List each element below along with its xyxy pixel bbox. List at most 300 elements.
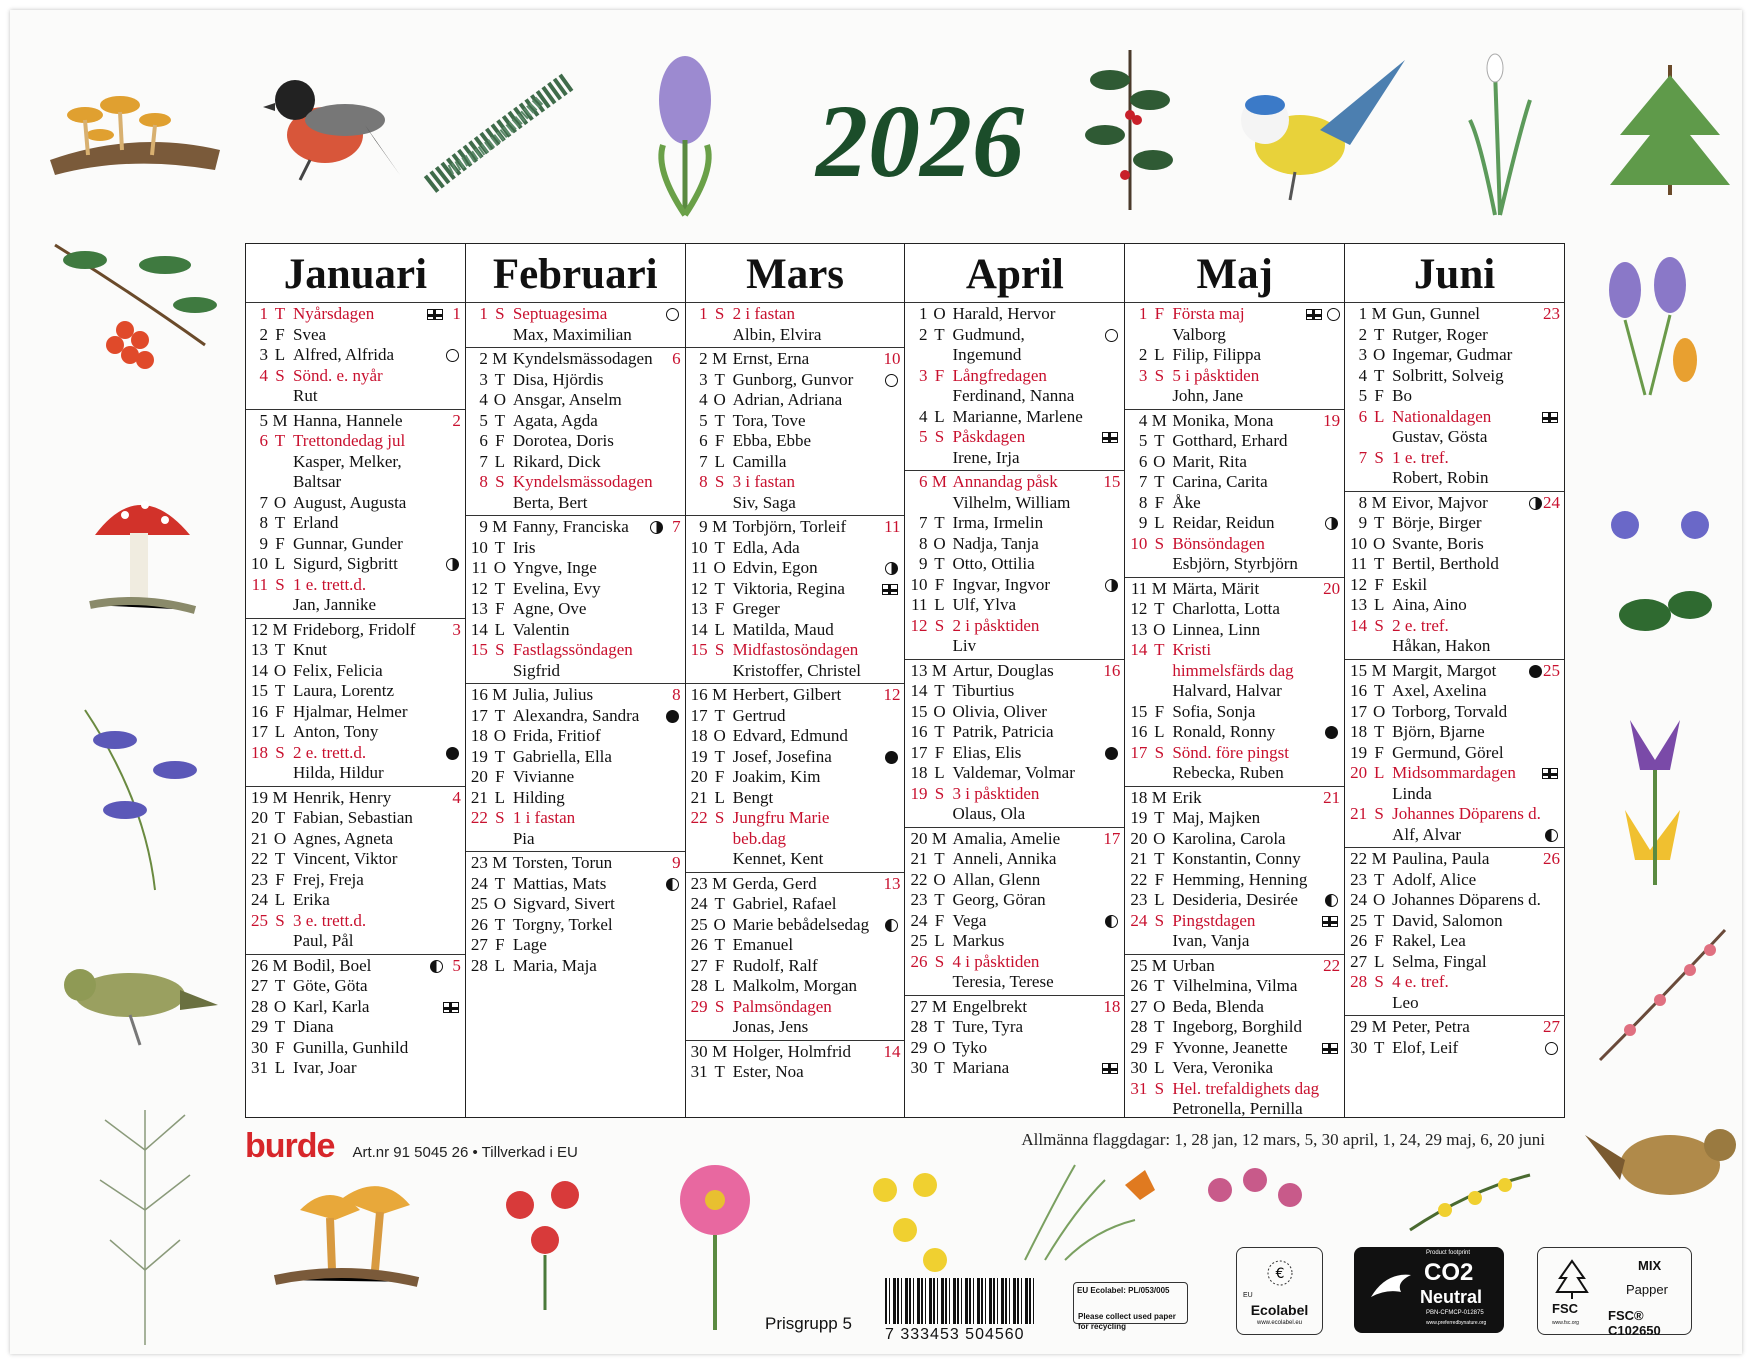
swedish-flag-icon xyxy=(1102,432,1118,443)
day-row xyxy=(1125,808,1344,829)
name-day: Dorotea, Doris xyxy=(512,431,614,450)
name-day: Kristoffer, Christel xyxy=(732,660,862,680)
weekday-letter: O xyxy=(713,390,726,409)
weekday-letter: M xyxy=(931,472,948,491)
weekday-letter: T xyxy=(1373,910,1385,930)
weekday-letter: F xyxy=(714,431,725,450)
day-row xyxy=(246,808,465,829)
weekday-letter: F xyxy=(714,767,725,786)
day-number: 21 xyxy=(1130,849,1148,868)
day-number: 26 xyxy=(470,914,488,934)
weekday-letter: M xyxy=(931,996,948,1016)
name-day: Pia xyxy=(512,828,535,848)
day-number: 19 xyxy=(251,787,268,807)
day-row xyxy=(246,620,465,641)
week-number: 21 xyxy=(1323,787,1341,807)
name-day: Emanuel xyxy=(732,935,794,954)
name-day: Eivor, Majvor xyxy=(1392,492,1488,512)
name-day: David, Salomon xyxy=(1392,910,1503,930)
hyacinth-illustration xyxy=(635,50,735,220)
day-number: 12 xyxy=(1350,574,1368,594)
day-number: 13 xyxy=(690,599,708,618)
weekday-letter: T xyxy=(494,410,506,430)
day-number: 17 xyxy=(470,705,488,725)
weekday-letter: T xyxy=(494,746,506,766)
name-day: Frideborg, Fridolf xyxy=(293,619,416,639)
week-number: 13 xyxy=(883,873,901,893)
day-row xyxy=(1345,722,1564,743)
weekday-letter: M xyxy=(272,619,288,639)
day-number: 1 xyxy=(1138,304,1148,323)
month-juni xyxy=(1345,244,1564,1117)
day-row xyxy=(246,681,465,702)
month-name: Januari xyxy=(283,251,428,298)
day-row xyxy=(1345,534,1564,555)
day-number: 14 xyxy=(1130,640,1148,659)
new-moon-icon xyxy=(666,308,679,321)
day-number: 14 xyxy=(910,681,928,700)
day-row xyxy=(905,997,1124,1018)
day-number: 1 xyxy=(1358,304,1368,323)
day-row xyxy=(1345,804,1564,825)
day-row xyxy=(1125,366,1344,387)
day-row xyxy=(466,558,685,579)
day-row xyxy=(1125,849,1344,870)
weekday-letter: F xyxy=(934,910,945,930)
day-row xyxy=(466,767,685,788)
week-block xyxy=(466,515,685,683)
name-day: Erika xyxy=(293,890,330,909)
day-number: 18 xyxy=(1130,787,1148,807)
first-moon-icon xyxy=(1105,579,1118,592)
week-block xyxy=(905,995,1124,1118)
day-row xyxy=(1345,931,1564,952)
day-number: 18 xyxy=(251,742,268,762)
weeks-list xyxy=(1345,302,1564,1117)
weekday-letter: L xyxy=(1373,406,1385,426)
day-row xyxy=(1125,956,1344,977)
name-day: Patrik, Patricia xyxy=(952,722,1054,741)
clematis-illustration xyxy=(65,700,215,895)
day-row xyxy=(1125,890,1344,911)
day-number: 21 xyxy=(1350,804,1368,823)
weekday-letter: S xyxy=(934,951,945,971)
day-number: 24 xyxy=(251,890,268,909)
co2-top-text: Product footprint xyxy=(1426,1250,1471,1256)
day-row xyxy=(1125,493,1344,514)
day-number: 26 xyxy=(251,955,268,975)
name-day: Elias, Elis xyxy=(952,742,1022,762)
day-row xyxy=(466,640,685,661)
last-moon-icon xyxy=(1545,829,1558,842)
day-number: 25 xyxy=(470,894,488,913)
day-row xyxy=(1345,407,1564,428)
weekday-letter: O xyxy=(933,533,946,553)
day-number: 22 xyxy=(251,849,268,868)
name-day: beb.dag xyxy=(732,828,786,848)
day-number: 12 xyxy=(910,615,928,635)
name-day: Bertil, Berthold xyxy=(1392,554,1499,573)
name-day: Berta, Bert xyxy=(512,492,588,512)
day-number: 3 xyxy=(479,369,488,389)
day-number: 15 xyxy=(470,640,488,659)
day-row xyxy=(1345,513,1564,534)
day-number: 30 xyxy=(251,1037,268,1057)
day-continuation xyxy=(246,595,465,616)
day-number: 21 xyxy=(910,849,928,868)
name-day: Otto, Ottilia xyxy=(952,554,1035,573)
day-row xyxy=(905,575,1124,596)
weekday-letter: O xyxy=(1153,619,1166,639)
name-day: 2 e. trett.d. xyxy=(293,742,367,762)
week-block xyxy=(246,618,465,786)
weekday-letter: F xyxy=(275,869,285,889)
day-row xyxy=(905,1017,1124,1038)
name-day: Johannes Döparens d. xyxy=(1392,804,1541,823)
day-number: 28 xyxy=(1350,972,1368,991)
day-number: 16 xyxy=(910,722,928,741)
day-row xyxy=(905,366,1124,387)
day-number: 2 xyxy=(1358,324,1368,344)
day-row xyxy=(246,534,465,555)
day-row xyxy=(1125,788,1344,809)
weekday-letter: S xyxy=(275,365,285,385)
name-day: Agne, Ove xyxy=(512,599,587,618)
weekday-letter: T xyxy=(274,808,286,827)
name-day: Ingeborg, Borghild xyxy=(1172,1017,1303,1036)
day-number: 18 xyxy=(470,726,488,745)
day-row xyxy=(905,681,1124,702)
name-day: Hemming, Henning xyxy=(1172,869,1308,889)
name-day: Karl, Karla xyxy=(293,996,370,1016)
day-row xyxy=(246,743,465,764)
week-number: 9 xyxy=(672,853,681,872)
name-day: Markus xyxy=(952,931,1005,950)
day-row xyxy=(1345,345,1564,366)
name-day: Liv xyxy=(952,636,977,655)
name-day: Fabian, Sebastian xyxy=(293,808,413,827)
day-row xyxy=(686,558,905,579)
weekday-letter: O xyxy=(1153,451,1166,471)
co2-main-text: CO2 xyxy=(1424,1259,1474,1286)
day-row xyxy=(905,931,1124,952)
day-row xyxy=(1345,870,1564,891)
name-day: Frida, Fritiof xyxy=(512,726,601,745)
name-day: Paul, Pål xyxy=(293,931,354,950)
day-row xyxy=(466,411,685,432)
day-number: 18 xyxy=(1350,722,1368,741)
day-number: 8 xyxy=(699,472,708,491)
name-day: Linda xyxy=(1392,783,1432,803)
price-group: Prisgrupp 5 xyxy=(765,1314,852,1333)
name-day: Annandag påsk xyxy=(952,472,1058,491)
day-row xyxy=(1345,849,1564,870)
name-day: Gudmund, xyxy=(952,324,1025,344)
day-number: 4 xyxy=(1358,365,1368,385)
name-day: 4 i påsktiden xyxy=(952,951,1040,971)
weekday-letter: M xyxy=(1371,492,1387,512)
name-day: 2 e. tref. xyxy=(1392,615,1449,635)
weekday-letter: M xyxy=(492,517,508,536)
calendar-grid xyxy=(245,243,1565,1118)
day-number: 8 xyxy=(1358,492,1368,512)
weeks-list xyxy=(1125,302,1344,1122)
name-day: Valborg xyxy=(1172,324,1226,344)
name-day: Yvonne, Jeanette xyxy=(1172,1037,1288,1057)
name-day: Svea xyxy=(293,324,327,344)
name-day: Frej, Freja xyxy=(293,869,364,889)
day-row xyxy=(1125,870,1344,891)
day-number: 6 xyxy=(479,431,488,450)
day-row xyxy=(246,554,465,575)
swedish-flag-icon xyxy=(1322,1043,1338,1054)
week-block xyxy=(905,659,1124,827)
name-day: Midfastosöndagen xyxy=(732,640,859,659)
weekday-letter: M xyxy=(1371,849,1387,868)
week-block xyxy=(686,683,905,872)
name-day: Gunilla, Gunhild xyxy=(293,1037,409,1057)
name-day: Märta, Märit xyxy=(1172,578,1260,598)
day-row xyxy=(1345,1017,1564,1038)
weekday-letter: T xyxy=(1373,722,1385,741)
swedish-flag-icon xyxy=(1542,412,1558,423)
weekday-letter: T xyxy=(274,513,286,532)
name-day: Henrik, Henry xyxy=(293,787,392,807)
weekday-letter: F xyxy=(1374,574,1384,594)
day-row xyxy=(686,726,905,747)
weekday-letter: T xyxy=(1373,681,1385,700)
weekday-letter: O xyxy=(713,558,726,577)
weekday-letter: O xyxy=(273,492,287,512)
day-continuation xyxy=(905,448,1124,469)
day-row xyxy=(686,767,905,788)
eu-label-prefix: EU xyxy=(1243,1292,1253,1299)
day-number: 20 xyxy=(690,767,708,786)
day-continuation xyxy=(686,1017,905,1038)
week-block xyxy=(246,302,465,409)
weekday-letter: S xyxy=(714,996,725,1016)
day-number: 19 xyxy=(470,746,488,766)
name-day: Halvard, Halvar xyxy=(1172,681,1282,700)
weekday-letter: O xyxy=(933,304,946,323)
day-continuation xyxy=(686,493,905,514)
day-row xyxy=(1125,534,1344,555)
co2-neutral-badge xyxy=(1354,1247,1504,1333)
name-day: Ester, Noa xyxy=(732,1062,804,1081)
name-day: Joakim, Kim xyxy=(732,767,821,786)
weekday-letter: O xyxy=(493,558,506,577)
day-number: 3 xyxy=(918,365,928,385)
day-row xyxy=(905,661,1124,682)
name-day: Josef, Josefina xyxy=(732,746,832,766)
day-row xyxy=(686,599,905,620)
name-day: Erik xyxy=(1172,787,1202,807)
name-day: Torgny, Torkel xyxy=(512,914,613,934)
day-row xyxy=(466,304,685,325)
swedish-flag-icon xyxy=(1542,768,1558,779)
day-number: 11 xyxy=(911,595,928,614)
weekday-letter: S xyxy=(714,808,725,827)
weekday-letter: F xyxy=(1154,701,1165,721)
name-day: Mariana xyxy=(952,1058,1010,1077)
name-day: Urban xyxy=(1172,955,1215,975)
name-day: Första maj xyxy=(1172,304,1245,323)
last-moon-icon xyxy=(430,960,443,973)
day-row xyxy=(1345,595,1564,616)
name-day: Elof, Leif xyxy=(1392,1037,1459,1057)
name-day: Rutger, Roger xyxy=(1392,324,1488,344)
day-continuation xyxy=(466,325,685,346)
fsc-url: www.fsc.org xyxy=(1552,1320,1579,1326)
day-number: 26 xyxy=(690,935,708,954)
day-number: 7 xyxy=(259,492,268,512)
day-row xyxy=(1125,1017,1344,1038)
day-row xyxy=(466,620,685,641)
weekday-letter: F xyxy=(275,701,285,721)
week-block xyxy=(686,515,905,683)
weekday-letter: T xyxy=(934,324,945,344)
week-number: 12 xyxy=(883,685,901,704)
name-day: Adolf, Alice xyxy=(1392,869,1477,889)
name-day: Ronald, Ronny xyxy=(1172,722,1276,741)
day-row xyxy=(246,345,465,366)
day-row xyxy=(905,952,1124,973)
day-number: 9 xyxy=(479,517,488,536)
day-row xyxy=(1125,599,1344,620)
day-row xyxy=(466,853,685,874)
day-row xyxy=(1345,386,1564,407)
day-number: 2 xyxy=(259,324,268,344)
day-number: 26 xyxy=(1130,976,1148,995)
weekday-letter: F xyxy=(275,324,285,344)
day-row xyxy=(1345,304,1564,325)
day-number: 24 xyxy=(1130,910,1148,930)
day-continuation xyxy=(686,661,905,682)
name-day: Trettondedag jul xyxy=(293,431,406,450)
day-row xyxy=(246,788,465,809)
day-number: 1 xyxy=(699,304,708,323)
weekday-letter: L xyxy=(714,787,725,807)
name-day: Beda, Blenda xyxy=(1172,996,1264,1016)
name-day: Åke xyxy=(1172,492,1201,512)
name-day: 3 i fastan xyxy=(732,472,795,491)
month-februari xyxy=(466,244,686,1117)
name-day: Agnes, Agneta xyxy=(293,828,394,848)
day-row xyxy=(905,722,1124,743)
weekday-letter: S xyxy=(934,427,945,446)
name-day: Fastlagssöndagen xyxy=(512,640,633,659)
day-row xyxy=(1125,452,1344,473)
day-continuation xyxy=(686,325,905,346)
name-day: Marit, Rita xyxy=(1172,451,1247,471)
barcode-number: 7 333453 504560 xyxy=(885,1326,1025,1343)
name-day: 2 i påsktiden xyxy=(952,615,1040,635)
day-row xyxy=(246,431,465,452)
day-number: 30 xyxy=(690,1041,708,1061)
day-continuation xyxy=(466,829,685,850)
week-block xyxy=(466,851,685,1117)
day-number: 21 xyxy=(470,787,488,807)
weekday-letter: S xyxy=(495,304,505,323)
day-number: 2 xyxy=(918,324,928,344)
day-number: 11 xyxy=(251,574,268,594)
day-row xyxy=(1125,1058,1344,1079)
name-day: Anneli, Annika xyxy=(952,849,1057,868)
name-day: Albin, Elvira xyxy=(732,324,822,344)
name-day: Alf, Alvar xyxy=(1392,824,1462,844)
weekday-letter: T xyxy=(1373,324,1385,344)
day-number: 16 xyxy=(470,685,488,704)
name-day: Harald, Hervor xyxy=(952,304,1056,323)
weekday-letter: T xyxy=(714,746,725,766)
co2-url: www.preferredbynature.org xyxy=(1426,1320,1487,1326)
first-moon-icon xyxy=(1529,497,1542,510)
week-block xyxy=(1345,1015,1564,1117)
day-number: 29 xyxy=(1350,1017,1368,1036)
day-number: 31 xyxy=(690,1062,708,1081)
name-day: Gerda, Gerd xyxy=(732,873,817,893)
co2-code: PBN-CFMCP-012875 xyxy=(1426,1310,1484,1316)
day-number: 5 xyxy=(1358,386,1368,405)
day-number: 24 xyxy=(470,873,488,893)
name-day: Ferdinand, Nanna xyxy=(952,386,1075,405)
day-number: 27 xyxy=(1350,951,1368,971)
weekday-letter: T xyxy=(714,578,725,598)
day-row xyxy=(1125,431,1344,452)
day-number: 29 xyxy=(251,1017,268,1036)
day-row xyxy=(466,894,685,915)
day-number: 14 xyxy=(251,660,268,680)
weekday-letter: T xyxy=(274,431,286,450)
weekday-letter: S xyxy=(714,304,725,323)
weekday-letter: T xyxy=(494,537,506,557)
day-number: 26 xyxy=(910,951,928,971)
weekday-letter: T xyxy=(1154,1017,1165,1036)
swedish-flag-icon xyxy=(1322,916,1338,927)
week-number: 11 xyxy=(884,517,901,536)
weekday-letter: O xyxy=(713,726,726,745)
week-block xyxy=(246,409,465,618)
week-number: 7 xyxy=(672,517,681,536)
full-moon-icon xyxy=(446,747,459,760)
day-row xyxy=(246,411,465,432)
day-number: 15 xyxy=(1350,660,1368,680)
name-day: Kyndelsmässodagen xyxy=(512,472,653,491)
month-januari xyxy=(246,244,466,1117)
day-number: 21 xyxy=(690,787,708,807)
spruce-illustration xyxy=(1600,55,1740,200)
day-number: 3 xyxy=(259,345,268,364)
tulip-illustration xyxy=(1590,700,1720,890)
name-day: Svante, Boris xyxy=(1392,533,1484,553)
week-block xyxy=(686,347,905,515)
weekday-letter: L xyxy=(1373,595,1385,614)
eu-ecolabel-logo xyxy=(1236,1247,1323,1335)
name-day: Vega xyxy=(952,910,987,930)
weekday-letter: T xyxy=(1373,1037,1385,1057)
name-day: Börje, Birger xyxy=(1392,513,1482,532)
weekday-letter: L xyxy=(494,787,506,807)
name-day: 1 i fastan xyxy=(512,808,576,827)
name-day: Eskil xyxy=(1392,574,1428,594)
day-row xyxy=(686,808,905,829)
day-row xyxy=(1125,702,1344,723)
weekday-letter: T xyxy=(494,914,506,934)
weekday-letter: O xyxy=(1373,890,1386,909)
day-number: 13 xyxy=(1130,619,1148,639)
day-row xyxy=(246,661,465,682)
day-number: 2 xyxy=(699,349,708,368)
